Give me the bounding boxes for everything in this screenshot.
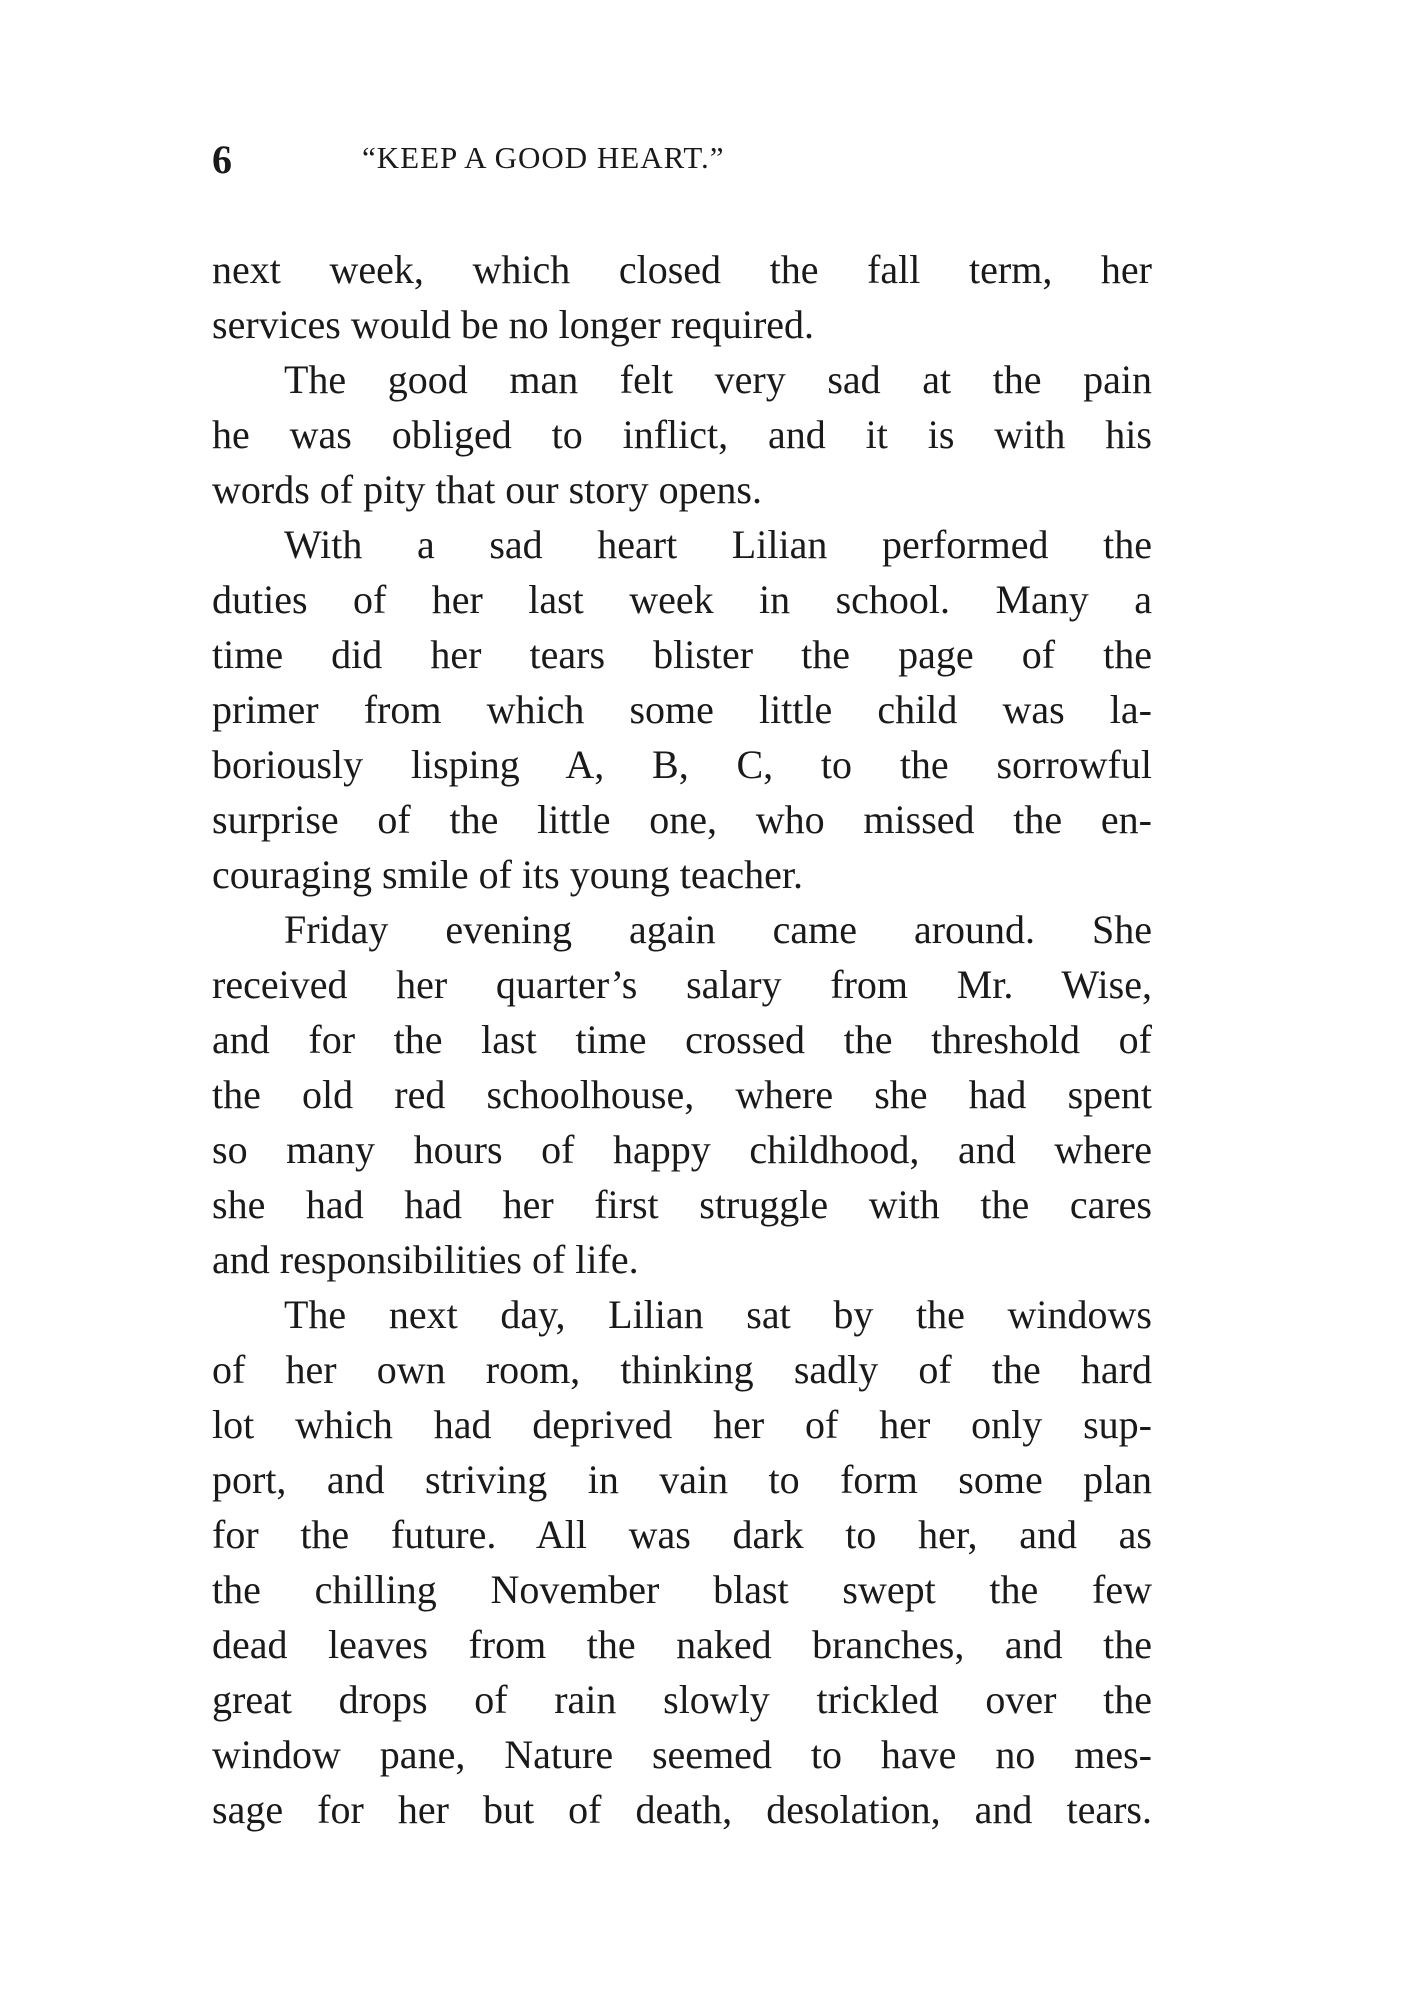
text-line: so many hours of happy childhood, and where (212, 1127, 1152, 1172)
text-line: Friday evening again came around. She (284, 907, 1152, 952)
text-line: primer from which some little child was la- (212, 687, 1152, 732)
text-line: words of pity that our story opens. (212, 467, 762, 512)
paragraph (212, 902, 1152, 1287)
text-line: surprise of the little one, who missed the en- (212, 797, 1152, 842)
text-line: received her quarter’s salary from Mr. Wise, (212, 962, 1152, 1007)
text-line: window pane, Nature seemed to have no mes- (212, 1732, 1152, 1777)
text-line: duties of her last week in school. Many a (212, 577, 1152, 622)
text-line: the chilling November blast swept the few (212, 1567, 1152, 1612)
text-line: for the future. All was dark to her, and as (212, 1512, 1152, 1557)
text-line: of her own room, thinking sadly of the hard (212, 1347, 1152, 1392)
text-line: dead leaves from the naked branches, and the (212, 1622, 1152, 1667)
text-line: lot which had deprived her of her only sup- (212, 1402, 1152, 1447)
body-text (212, 242, 1152, 1837)
paragraph (212, 242, 1152, 352)
text-line: and responsibilities of life. (212, 1237, 639, 1282)
text-line: The next day, Lilian sat by the windows (284, 1292, 1152, 1337)
text-line: The good man felt very sad at the pain (284, 357, 1152, 402)
text-line: the old red schoolhouse, where she had spent (212, 1072, 1152, 1117)
running-title: “KEEP A GOOD HEART.” (362, 140, 725, 175)
text-line: boriously lisping A, B, C, to the sorrowful (212, 742, 1152, 787)
text-line: next week, which closed the fall term, her (212, 247, 1152, 292)
text-line: port, and striving in vain to form some plan (212, 1457, 1152, 1502)
paragraph (212, 1287, 1152, 1837)
text-line: services would be no longer required. (212, 302, 815, 347)
paragraph (212, 352, 1152, 517)
text-line: couraging smile of its young teacher. (212, 852, 803, 897)
paragraph (212, 517, 1152, 902)
text-line: she had had her first struggle with the cares (212, 1182, 1152, 1227)
page-header (212, 136, 1152, 196)
text-line: great drops of rain slowly trickled over the (212, 1677, 1152, 1722)
page-number: 6 (212, 137, 232, 182)
text-line: With a sad heart Lilian performed the (284, 522, 1152, 567)
text-line: he was obliged to inflict, and it is with his (212, 412, 1152, 457)
text-line: sage for her but of death, desolation, and tears. (212, 1787, 1152, 1832)
text-line: and for the last time crossed the threshold of (212, 1017, 1152, 1062)
text-line: time did her tears blister the page of the (212, 632, 1152, 677)
